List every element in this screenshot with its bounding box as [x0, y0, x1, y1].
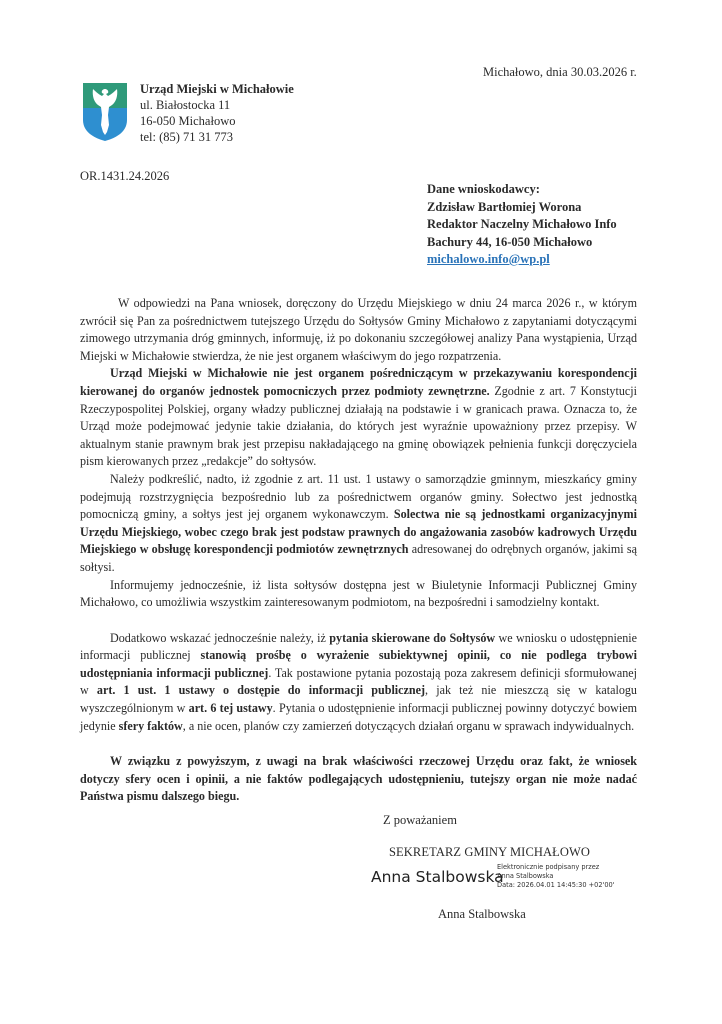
paragraph-2-bold: Urząd Miejski w Michałowie nie jest organem pośredniczącym w przekazywaniu korespondencji kierowanej do organów jednostek pomocniczych przez podmioty zewnętrzne. — [80, 366, 637, 398]
p5-text-k: , a nie ocen, planów czy zamierzeń dotyczących działań organu w sprawach indywidualnych. — [182, 718, 635, 733]
p5-text-e: . Tak postawione pytania pozostają poza zakresem definicji sformułowanej w — [80, 665, 637, 698]
closing-salutation: Z poważaniem — [383, 813, 457, 827]
p5-bold-h: art. 6 tej ustawy — [188, 701, 273, 716]
p5-text-c: we wniosku o udostępnienie informacji publicznej — [80, 630, 637, 663]
e-signature-line-1: Elektronicznie podpisany przez — [497, 863, 600, 871]
sender-name: Urząd Miejski w Michałowie — [140, 82, 294, 96]
recipient-heading: Dane wnioskodawcy: — [427, 182, 540, 196]
p5-bold-d: stanowią prośbę o wyrażenie subiektywnej opinii, co nie podlega trybowi udostępniania informacji publicznej — [80, 648, 638, 680]
recipient-block — [427, 181, 617, 269]
reference-number: OR.1431.24.2026 — [80, 169, 170, 183]
paragraph-6 — [80, 753, 637, 806]
paragraph-5 — [80, 630, 637, 736]
paragraph-3 — [80, 471, 637, 577]
eagle-crest-icon — [82, 82, 128, 142]
p5-text-i: . Pytania o udostępnienie informacji publicznej powinny dotyczyć bowiem jedynie — [80, 701, 638, 733]
paragraph-1: W odpowiedzi na Pana wniosek, doręczony do Urzędu Miejskiego w dniu 24 marca 2026 r., w którym zwrócił się Pan za pośrednictwem tutejszego Urzędu do Sołtysów Gminy Michałowo z zapytaniami dotyczącymi zimowego utrzymania dróg gminnych, informuję, iż po dokonaniu szczegółowej analizy Pana wystąpienia, Urząd Miejski w Michałowie stwierdza, że nie jest organem właściwym do jego rozpatrzenia. — [80, 296, 637, 363]
sender-city: 16-050 Michałowo — [140, 114, 236, 128]
paragraph-4: Informujemy jednocześnie, iż lista sołtysów dostępna jest w Biuletynie Informacji Publicznej Gminy Michałowo, co umożliwia wszystkim zainteresowanym podmiotom, na bezpośredni i samodzielny kontakt. — [80, 577, 637, 610]
p5-bold-f: art. 1 ust. 1 ustawy o dostępie do informacji publicznej — [96, 683, 426, 698]
signer-name: Anna Stalbowska — [438, 907, 526, 921]
paragraph-3-bold: Solectwa nie są jednostkami organizacyjnymi Urzędu Miejskiego, wobec czego brak jest podstaw prawnych do angażowania zasobów kadrowych Urzędu Miejskiego w obsługę korespondencji podmiotów zewnętrznych — [80, 507, 637, 557]
p5-text-g: , jak też nie mieszczą się w katalogu wyszczególnionym w — [80, 683, 637, 716]
e-signature-line-3: Data: 2026.04.01 14:45:30 +02'00' — [497, 881, 615, 889]
paragraph-3-text: Należy podkreślić, nadto, iż zgodnie z art. 11 ust. 1 ustawy o samorządzie gminnym, mieszkańcy gminy podejmują rozstrzygnięcia bezpośrednio lub za pośrednictwem organów gminy. Sołectwo jest jednostką pomocniczą gminy, a sołtys jest jej organem wykonawczym. — [80, 471, 637, 522]
e-signature-name: Anna Stalbowska — [371, 868, 504, 886]
recipient-name: Zdzisław Bartłomiej Worona — [427, 199, 582, 214]
signer-title: SEKRETARZ GMINY MICHAŁOWO — [389, 845, 591, 859]
recipient-address: Bachury 44, 16-050 Michałowo — [427, 234, 593, 249]
paragraph-2 — [80, 365, 637, 471]
p5-text-a: Dodatkowo wskazać jednocześnie należy, iż — [110, 630, 330, 645]
recipient-role: Redaktor Naczelny Michałowo Info — [427, 217, 617, 231]
sender-phone: tel: (85) 71 31 773 — [140, 130, 234, 144]
paragraph-3-end: adresowanej do odrębnych organów, jakimi są sołtysi. — [80, 542, 637, 574]
e-signature-details — [497, 863, 615, 890]
paragraph-6-bold: W związku z powyższym, z uwagi na brak właściwości rzeczowej Urzędu oraz fakt, że wniosek dotyczy sfery ocen i opinii, a nie faktów podlegających udostępnieniu, tutejszy organ nie może nadać Państwa pismu dalszego biegu. — [80, 754, 637, 804]
sender-block — [140, 81, 294, 145]
place-date: Michałowo, dnia 30.03.2026 r. — [483, 65, 637, 79]
paragraph-2-text: Zgodnie z art. 7 Konstytucji Rzeczypospolitej Polskiej, organy władzy publicznej działają na podstawie i w granicach prawa. Oznacza to, że Urząd może podejmować jedynie takie działania, do których jest wyraźnie upoważniony przez przepisy. W aktualnym stanie prawnym brak jest przepisu nakładającego na gminę obowiązek pełnienia funkcji doręczyciela pism kierowanych przez „redakcje” do sołtysów. — [80, 383, 637, 469]
sender-street: ul. Białostocka 11 — [140, 98, 231, 112]
p5-bold-j: sfery faktów — [118, 718, 183, 733]
p5-bold-b: pytania skierowane do Sołtysów — [329, 630, 496, 645]
e-signature-line-2: Anna Stalbowska — [497, 872, 554, 880]
recipient-email-link[interactable]: michalowo.info@wp.pl — [427, 252, 550, 266]
letter-body — [80, 295, 637, 806]
